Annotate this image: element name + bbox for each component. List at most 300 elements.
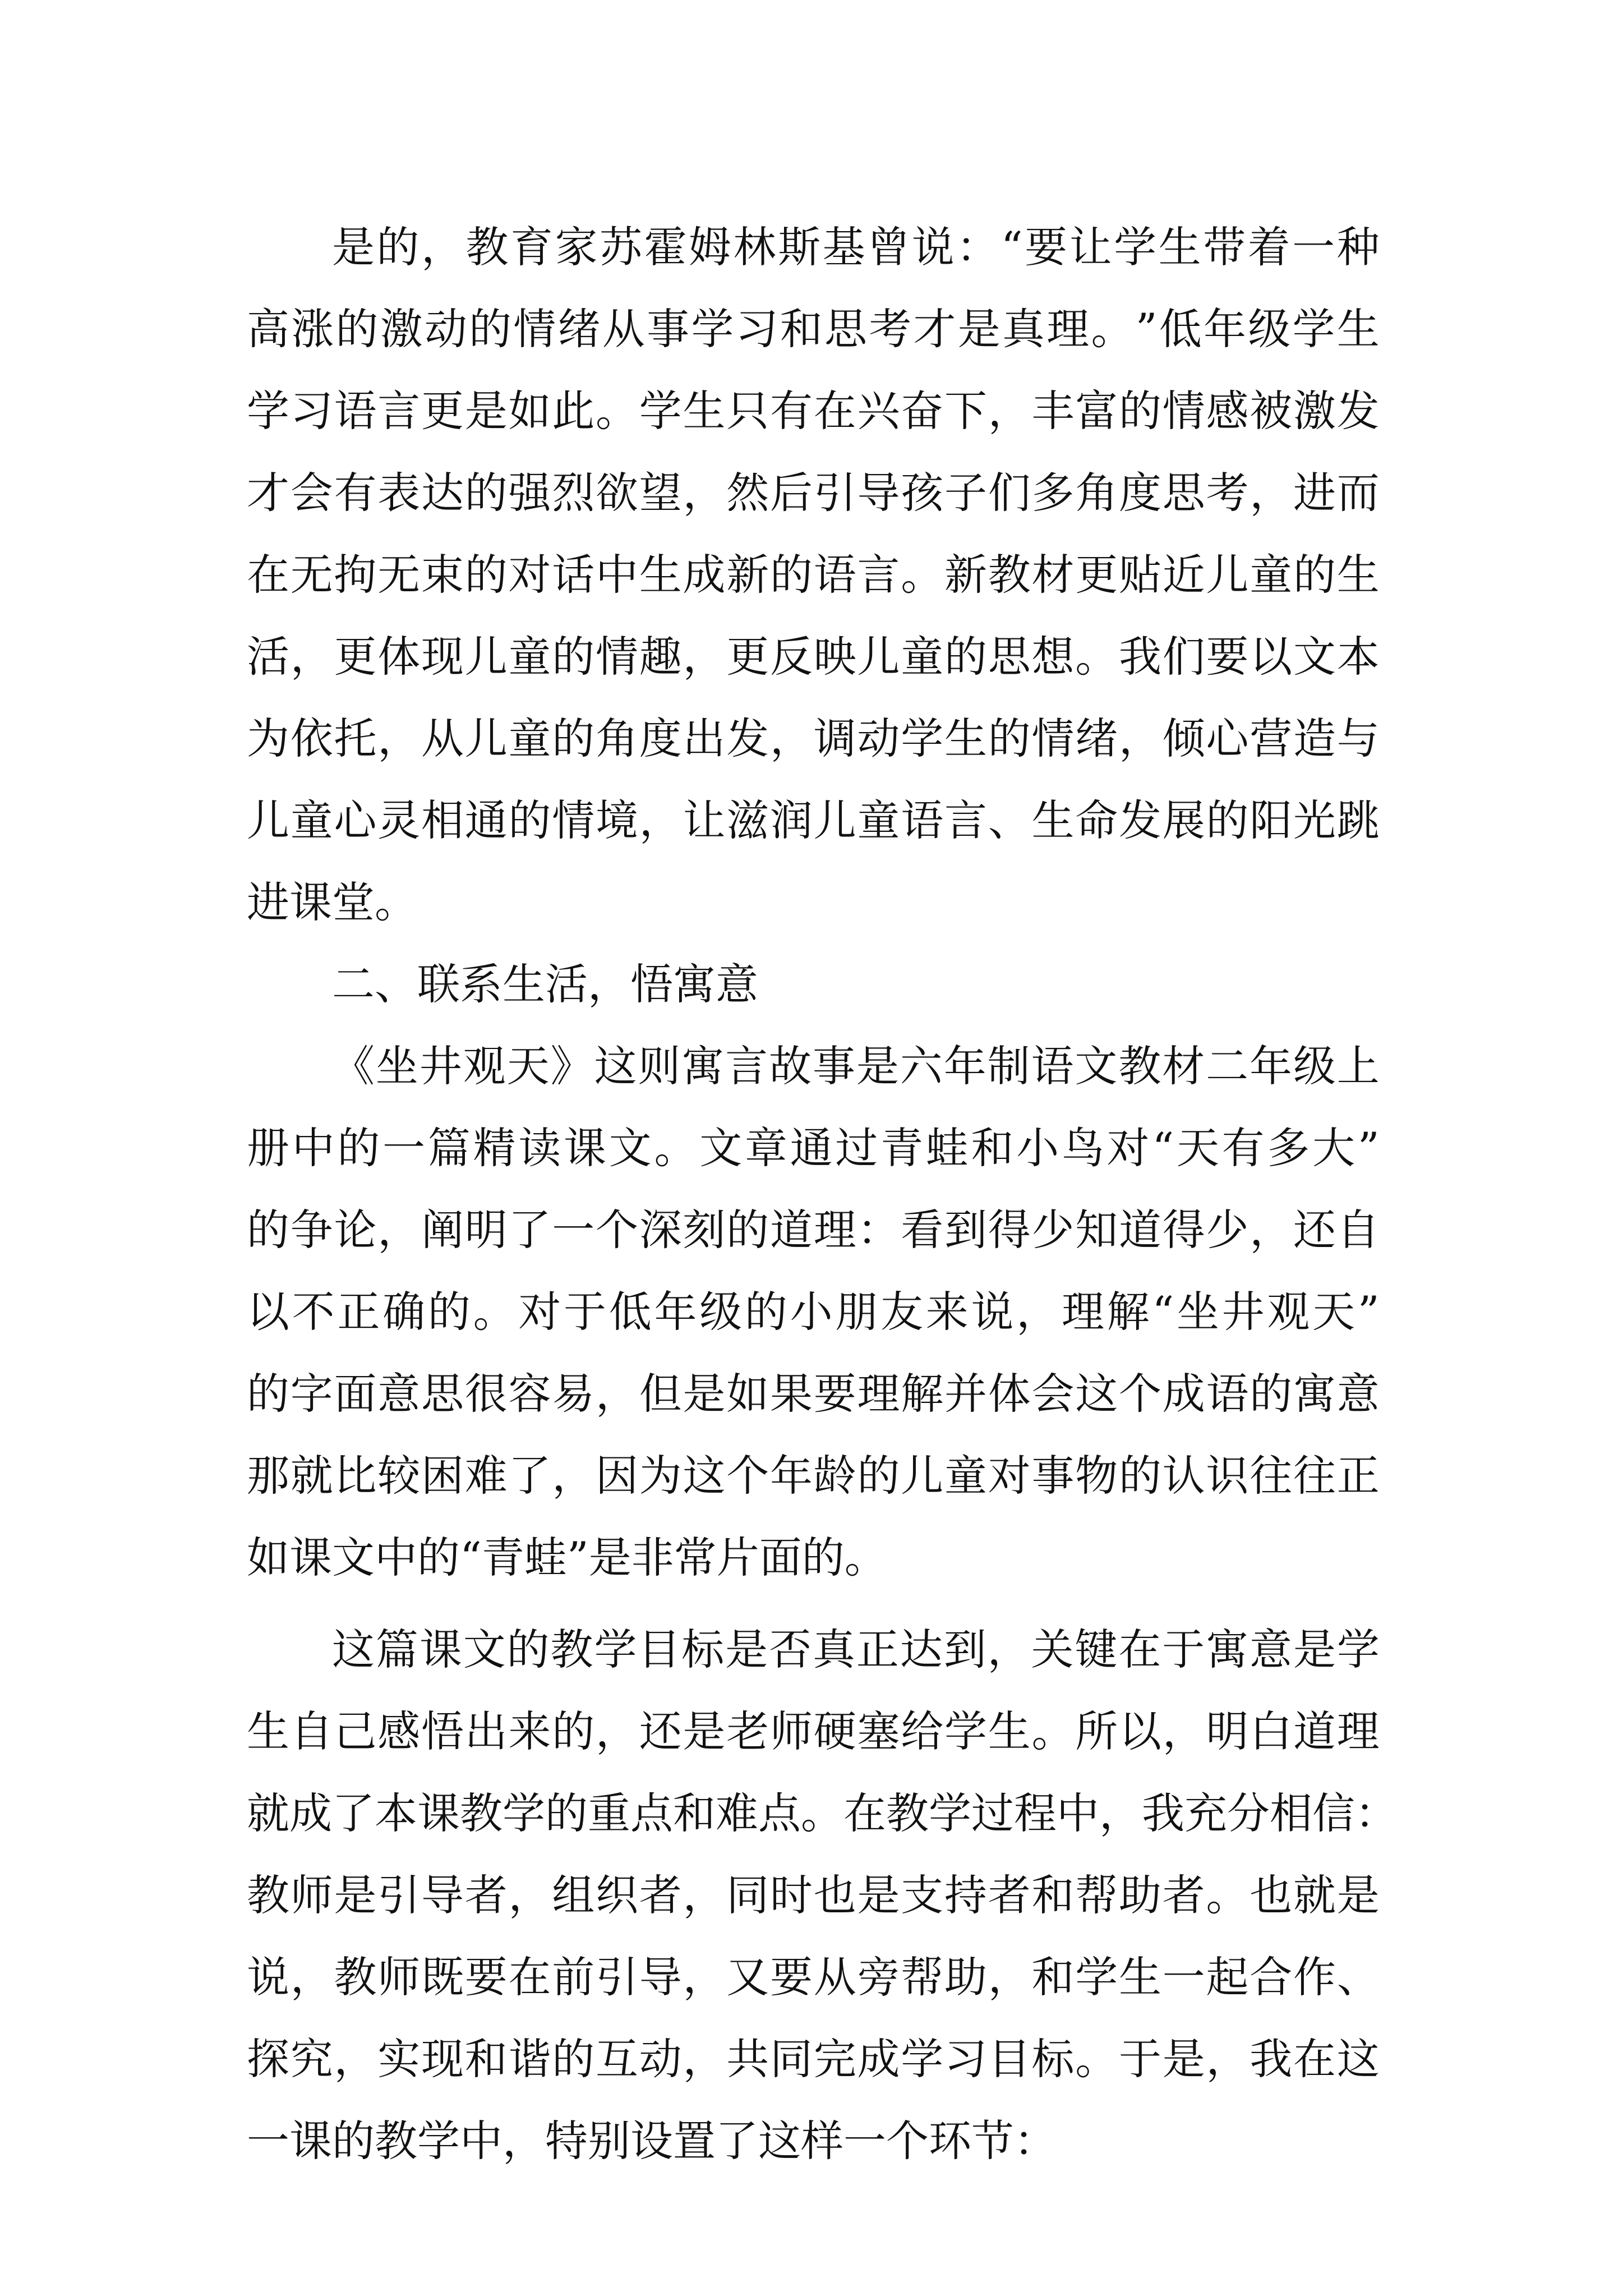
text-char: 。: [473, 1287, 516, 1337]
text-char: 儿: [1206, 550, 1249, 600]
text-char: 易: [552, 1369, 595, 1419]
text-char: 涨: [291, 304, 334, 354]
text-char: 一: [1162, 1952, 1205, 2002]
text-char: 来: [925, 1287, 969, 1337]
text-char: 既: [421, 1952, 464, 2002]
text-char: 理: [1336, 1706, 1380, 1756]
text-char: 比: [334, 1451, 377, 1501]
text-char: 篇: [427, 1123, 471, 1173]
text-char: 小: [1016, 1123, 1059, 1173]
text-char: 丰: [1031, 386, 1075, 436]
text-char: ，: [683, 1952, 726, 2002]
text-char: 动: [857, 714, 900, 763]
text-char: 知: [1075, 1205, 1118, 1255]
text-char: 教: [460, 1788, 502, 1838]
text-char: 才: [913, 304, 956, 354]
text-char: 的: [1249, 1369, 1293, 1419]
text-char: 观: [463, 1041, 506, 1091]
text-char: 为: [247, 714, 289, 763]
text-char: 师: [290, 1870, 333, 1920]
text-char: 的: [545, 1788, 588, 1838]
text-char: ，: [290, 632, 333, 682]
text-char: 支: [901, 1870, 944, 1920]
text-char: 教: [465, 222, 509, 272]
text-char: ，: [1249, 1205, 1293, 1255]
text-char: ，: [596, 1369, 638, 1419]
text-char: 一: [382, 1123, 426, 1173]
text-char: 寓: [1293, 1369, 1336, 1419]
text-char: 学: [944, 1706, 987, 1756]
text-char: ，: [1206, 2034, 1249, 2084]
text-char: 情: [513, 304, 556, 354]
text-char: 大: [1312, 1123, 1355, 1173]
text-char: 道: [1119, 1205, 1161, 1255]
text-char: 册: [247, 1123, 289, 1173]
text-char: 思: [1162, 468, 1205, 518]
text-char: 和: [1031, 1870, 1075, 1920]
text-char: 和: [464, 2034, 508, 2084]
text-char: 奋: [901, 386, 944, 436]
text-char: 生: [1336, 550, 1380, 600]
text-char: 的: [337, 1123, 380, 1173]
text-char: 理: [1046, 304, 1090, 354]
text-char: 是: [683, 1706, 726, 1756]
text-char: 果: [770, 1369, 813, 1419]
text-char: 个: [1119, 1369, 1161, 1419]
text-char: 引: [377, 1870, 421, 1920]
text-char: 帮: [1075, 1870, 1118, 1920]
text-char: ，: [639, 795, 682, 845]
text-char: 旁: [857, 1952, 900, 2002]
text-char: ，: [683, 2034, 726, 2084]
text-char: 习: [944, 2034, 987, 2084]
text-char: 解: [1106, 1287, 1150, 1337]
text-char: 难: [464, 1451, 508, 1501]
text-char: 学: [691, 304, 734, 354]
text-char: 儿: [464, 714, 508, 763]
text-char: 成: [683, 550, 726, 600]
text-char: 这: [594, 1041, 637, 1091]
paragraph-gap: [247, 1599, 1380, 1609]
text-char: 者: [464, 1870, 508, 1920]
text-char: ：: [956, 222, 999, 272]
text-char: 、: [1336, 1952, 1380, 2002]
text-char: 六: [900, 1041, 943, 1091]
text-char: 家: [555, 222, 598, 272]
text-char: 生: [944, 714, 987, 763]
text-char: 要: [1025, 222, 1068, 272]
text-char: ，: [1249, 468, 1293, 518]
text-char: 探: [247, 2034, 289, 2084]
text-char: 成: [289, 1788, 332, 1838]
text-char: 发: [1336, 386, 1380, 436]
text-char: 童: [290, 795, 333, 845]
text-char: 这: [1075, 1369, 1118, 1419]
text-char: 较: [377, 1451, 421, 1501]
text-char: ，: [334, 2034, 377, 2084]
text-char: 一: [1292, 222, 1335, 272]
text-char: 老: [726, 1706, 769, 1756]
text-char: 展: [1162, 795, 1205, 845]
text-char: 。: [901, 550, 944, 600]
text-char: 的: [469, 304, 512, 354]
text-char: 者: [639, 1870, 682, 1920]
text-char: 。: [654, 1123, 697, 1173]
text-char: 生: [988, 1706, 1031, 1756]
text-char: 的: [770, 550, 813, 600]
text-char: 就: [1293, 1870, 1336, 1920]
text-char: 基: [822, 222, 865, 272]
text-char: 下: [944, 386, 987, 436]
text-char: 确: [382, 1287, 426, 1337]
text-char: 的: [464, 468, 508, 518]
text-char: 的: [464, 550, 508, 600]
text-char: ，: [683, 632, 726, 682]
text-char: 事: [1031, 1451, 1075, 1501]
text-char: 光: [1293, 795, 1336, 845]
text-char: 动: [424, 304, 467, 354]
text-char: 少: [1206, 1205, 1249, 1255]
text-char: 无: [290, 550, 333, 600]
text-char: 合: [1249, 1952, 1293, 2002]
text-char: 活: [247, 632, 289, 682]
text-char: 是: [464, 386, 508, 436]
text-char: 着: [1247, 222, 1290, 272]
text-char: 鸟: [1061, 1123, 1104, 1173]
text-char: 童: [857, 795, 900, 845]
text-char: ，: [290, 1952, 333, 2002]
text-char: 识: [1206, 1451, 1249, 1501]
text-char: 教: [550, 1625, 593, 1674]
text-char: 灵: [377, 795, 421, 845]
text-char: 是: [683, 1369, 726, 1419]
text-char: 往: [1249, 1451, 1293, 1501]
text-char: ，: [770, 714, 813, 763]
text-char: 是: [856, 1041, 899, 1091]
text-char: 相: [1270, 1788, 1312, 1838]
text-char: 导: [857, 468, 900, 518]
text-char: 让: [683, 795, 726, 845]
text-char: 学: [247, 386, 289, 436]
text-char: 感: [377, 1706, 421, 1756]
text-char: 二: [1206, 1041, 1249, 1091]
text-char: 一: [552, 1205, 595, 1255]
text-char: 的: [506, 1625, 550, 1674]
text-char: 的: [508, 795, 551, 845]
text-char: 自: [290, 1706, 333, 1756]
text-char: 多: [1267, 1123, 1310, 1173]
text-char: 和: [1031, 1952, 1075, 2002]
text-char: 正: [1336, 1451, 1380, 1501]
text-char: 朋: [835, 1287, 878, 1337]
text-char: 真: [812, 1625, 855, 1674]
text-char: 更: [1075, 550, 1118, 600]
text-char: 更: [334, 632, 377, 682]
text-char: 有: [334, 468, 377, 518]
text-char: ，: [552, 1451, 595, 1501]
text-char: 明: [464, 1205, 508, 1255]
text-char: 强: [508, 468, 551, 518]
text-char: 们: [1162, 632, 1205, 682]
text-char: 也: [1249, 1870, 1293, 1920]
text-char: 帮: [901, 1952, 944, 2002]
text-char: 有: [770, 386, 813, 436]
section-heading: [247, 944, 1380, 1025]
text-char: ，: [987, 1625, 1030, 1674]
text-char: 学: [901, 714, 944, 763]
text-char: 。: [1075, 632, 1118, 682]
text-char: 拘: [334, 550, 377, 600]
text-line: 进课堂。: [247, 877, 417, 927]
text-char: 新: [726, 550, 769, 600]
text-char: 则: [638, 1041, 681, 1091]
text-char: 共: [726, 2034, 769, 2084]
text-char: 才: [247, 468, 289, 518]
text-char: 龄: [813, 1451, 856, 1501]
text-char: 过: [835, 1123, 878, 1173]
text-char: 这: [683, 1451, 726, 1501]
text-line: [247, 1609, 1380, 1691]
text-char: 学: [929, 1788, 971, 1838]
text-char: 天: [1312, 1287, 1355, 1337]
text-char: 正: [856, 1625, 899, 1674]
text-char: 童: [508, 632, 551, 682]
text-char: 以: [247, 1287, 289, 1337]
text-char: 从: [602, 304, 645, 354]
text-char: 言: [377, 386, 421, 436]
text-char: 井: [1221, 1287, 1265, 1337]
text-char: 青: [880, 1123, 924, 1173]
text-char: 高: [247, 304, 289, 354]
text-char: 章: [744, 1123, 787, 1173]
text-char: ”: [1135, 304, 1158, 354]
text-char: 课: [417, 1788, 460, 1838]
text-char: 学: [901, 2034, 944, 2084]
text-char: 。: [1075, 2034, 1118, 2084]
text-char: 的: [857, 1451, 900, 1501]
text-char: 思: [824, 304, 868, 354]
text-char: 己: [334, 1706, 377, 1756]
text-char: 在: [247, 550, 289, 600]
text-char: ，: [683, 1870, 726, 1920]
text-line: [247, 1025, 1380, 1107]
text-char: 曾: [867, 222, 910, 272]
text-char: 命: [1075, 795, 1118, 845]
text-char: ，: [988, 386, 1031, 436]
text-char: 中: [292, 1123, 335, 1173]
text-char: 观: [1267, 1287, 1310, 1337]
text-char: 对: [1106, 1123, 1150, 1173]
text-char: 容: [508, 1369, 551, 1419]
text-char: 道: [770, 1205, 813, 1255]
text-char: 达: [900, 1625, 943, 1674]
text-char: 为: [639, 1451, 682, 1501]
text-line: [247, 780, 1380, 862]
text-char: 会: [290, 468, 333, 518]
text-char: 完: [813, 2034, 856, 2084]
text-char: 的: [552, 714, 595, 763]
text-char: 度: [1119, 468, 1161, 518]
text-char: 。: [596, 386, 638, 436]
text-char: 种: [1336, 222, 1380, 272]
text-line: [247, 698, 1380, 780]
text-char: 心: [334, 795, 377, 845]
text-char: 的: [552, 632, 595, 682]
text-char: 目: [638, 1625, 681, 1674]
text-char: ，: [377, 1205, 421, 1255]
text-char: 角: [596, 714, 638, 763]
text-char: 《: [332, 1041, 375, 1091]
text-char: 想: [1031, 632, 1075, 682]
text-char: 达: [421, 468, 464, 518]
text-char: 发: [726, 714, 769, 763]
text-char: 了: [332, 1788, 375, 1838]
text-char: 要: [770, 1952, 813, 2002]
text-char: 反: [770, 632, 813, 682]
text-char: 的: [1293, 550, 1336, 600]
text-char: 后: [770, 468, 813, 518]
text-char: 分: [1227, 1788, 1270, 1838]
text-char: 看: [901, 1205, 944, 1255]
text-char: 贴: [1119, 550, 1161, 600]
text-line: [247, 288, 1380, 370]
text-char: 是: [1162, 2034, 1205, 2084]
text-char: ，: [377, 714, 421, 763]
text-char: 营: [1249, 714, 1293, 763]
text-char: 年: [654, 1287, 697, 1337]
text-char: 情: [1031, 714, 1075, 763]
text-char: 说: [971, 1287, 1014, 1337]
text-char: 然: [726, 468, 769, 518]
text-char: 这: [332, 1625, 375, 1674]
text-char: 与: [1336, 714, 1380, 763]
text-char: 体: [988, 1369, 1031, 1419]
text-char: ，: [1119, 714, 1161, 763]
text-char: 年: [1249, 1041, 1293, 1091]
text-line: 如课文中的“青蛙”是非常片面的。: [247, 1533, 887, 1582]
text-char: 的: [1206, 795, 1249, 845]
text-char: 互: [596, 2034, 638, 2084]
text-char: 难: [716, 1788, 758, 1838]
text-char: 言: [944, 795, 987, 845]
body-text: [247, 206, 1398, 2182]
text-char: 低: [608, 1287, 652, 1337]
text-char: 字: [290, 1369, 333, 1419]
text-char: 个: [726, 1451, 769, 1501]
text-char: 我: [1249, 2034, 1293, 2084]
text-char: 意: [1249, 1625, 1293, 1674]
text-char: ，: [421, 222, 464, 272]
text-char: 绪: [557, 304, 601, 354]
text-char: 林: [733, 222, 776, 272]
text-char: 友: [880, 1287, 924, 1337]
text-char: 时: [770, 1870, 813, 1920]
text-char: 文: [1293, 632, 1336, 682]
text-char: 到: [943, 1625, 986, 1674]
text-line: [247, 616, 1380, 698]
text-char: 儿: [901, 1451, 944, 1501]
text-char: 制: [987, 1041, 1030, 1091]
text-char: 是: [332, 222, 375, 272]
text-char: 的: [744, 1287, 787, 1337]
text-char: 斯: [778, 222, 821, 272]
text-char: 很: [464, 1369, 508, 1419]
text-char: 。: [801, 1788, 843, 1838]
text-char: 的: [247, 1369, 289, 1419]
text-char: 是: [1293, 1625, 1336, 1674]
text-char: 带: [1203, 222, 1246, 272]
text-char: 通: [464, 795, 508, 845]
text-char: 更: [726, 632, 769, 682]
text-char: 成: [857, 2034, 900, 2084]
text-char: 如: [726, 1369, 769, 1419]
text-char: 信: [1312, 1788, 1355, 1838]
text-char: 的: [988, 714, 1031, 763]
text-char: ，: [988, 1952, 1031, 2002]
paragraph: [247, 1609, 1398, 2182]
text-char: 对: [508, 550, 551, 600]
text-char: 以: [1249, 632, 1293, 682]
text-char: 明: [1206, 1706, 1249, 1756]
text-char: 导: [639, 1952, 682, 2002]
text-line: [247, 1271, 1380, 1353]
text-char: 情: [552, 795, 595, 845]
text-char: 意: [1336, 1369, 1380, 1419]
text-char: 的: [376, 222, 419, 272]
text-char: 学: [594, 1625, 637, 1674]
text-line: 二、联系生活，悟寓意: [332, 959, 758, 1009]
text-char: 通: [790, 1123, 833, 1173]
text-char: 实: [377, 2034, 421, 2084]
text-char: 、: [988, 795, 1031, 845]
text-line: [247, 1353, 1380, 1435]
text-char: 所: [1075, 1706, 1118, 1756]
text-char: 跳: [1336, 795, 1380, 845]
text-char: 理: [813, 1205, 856, 1255]
text-char: 低: [1159, 304, 1202, 354]
text-char: 富: [1075, 386, 1118, 436]
text-char: 文: [608, 1123, 652, 1173]
text-char: 儿: [813, 795, 856, 845]
text-char: 绪: [1075, 714, 1118, 763]
text-char: 儿: [464, 632, 508, 682]
text-char: 思: [988, 632, 1031, 682]
text-char: 语: [1031, 1041, 1074, 1091]
text-char: 又: [726, 1952, 769, 2002]
text-char: 井: [419, 1041, 462, 1091]
text-char: 的: [427, 1287, 471, 1337]
text-char: 了: [508, 1451, 551, 1501]
text-char: 苏: [600, 222, 643, 272]
text-char: 于: [564, 1287, 607, 1337]
text-char: 蛙: [925, 1123, 969, 1173]
text-char: 》: [550, 1041, 593, 1091]
text-char: 孩: [901, 468, 944, 518]
text-char: 到: [944, 1205, 987, 1255]
text-char: 话: [552, 550, 595, 600]
text-char: ，: [596, 1706, 638, 1756]
text-char: 多: [1031, 468, 1075, 518]
text-char: 理: [1061, 1287, 1104, 1337]
text-char: 持: [944, 1870, 987, 1920]
text-char: 情: [1162, 386, 1205, 436]
text-char: 前: [552, 1952, 595, 2002]
text-char: 童: [1249, 550, 1293, 600]
text-line: [247, 1435, 1380, 1517]
text-char: 中: [596, 550, 638, 600]
text-char: ，: [508, 1870, 551, 1920]
text-line: [247, 1691, 1380, 1773]
